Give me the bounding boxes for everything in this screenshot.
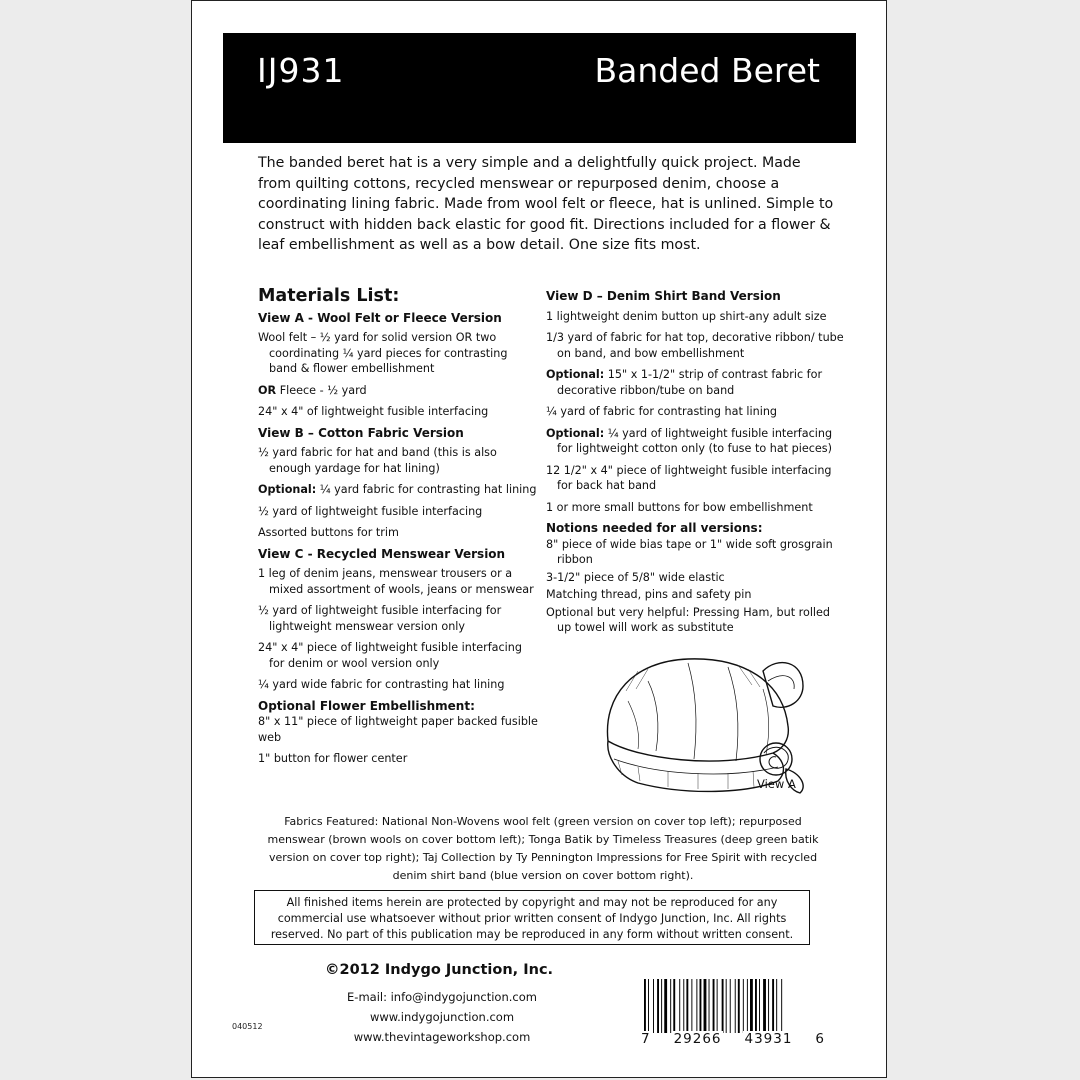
- copyright-notice-box: All finished items herein are protected by copyright and may not be reproduced for any commercial use whatsoever without prior written consent of Indygo Junction, Inc. All rights reserved. No part of this publication may be reproduced in any form without written consent.: [254, 890, 810, 945]
- list-item: Optional: ¼ yard fabric for contrasting hat lining: [258, 483, 537, 496]
- list-item: 1 or more small buttons for bow embellishment: [546, 500, 813, 514]
- email-text: E-mail: info@indygojunction.com: [347, 990, 537, 1004]
- pattern-title: Banded Beret: [594, 51, 820, 90]
- list-item: ½ yard fabric for hat and band (this is also enough yardage for hat lining): [258, 446, 497, 475]
- description: The banded beret hat is a very simple and a delightfully quick project. Made from quilting cottons, recycled menswear or repurposed denim, choose a coordinating lining fabric. Made from wool felt or fleece, hat is unlined. Simple to construct with hidden back elastic for good fit. Directions included for a flower & leaf embellishment as well as a bow detail. One size fits most.: [258, 155, 834, 253]
- copyright-line: ©2012 Indygo Junction, Inc.: [325, 962, 554, 978]
- list-item: 24" x 4" of lightweight fusible interfacing: [258, 405, 489, 418]
- view-b-heading: View B – Cotton Fabric Version: [258, 425, 464, 440]
- list-item: Matching thread, pins and safety pin: [546, 588, 752, 601]
- list-item: Optional: ¼ yard of lightweight fusible interfacing for lightweight cotton only (to fuse to hat pieces): [546, 426, 833, 455]
- fabrics-featured: Fabrics Featured: National Non-Wovens wool felt (green version on cover top left); repurposed menswear (brown wools on cover bottom left); Tonga Batik by Timeless Treasures (deep green batik version on cover top right); Taj Collection by Ty Pennington Impressions for Free Spirit with recycled denim shirt band (blue version on cover bottom right).: [267, 815, 819, 882]
- list-item: 1" button for flower center: [258, 752, 408, 765]
- list-item: 1 leg of denim jeans, menswear trousers or a mixed assortment of wools, jeans or menswear: [258, 567, 534, 596]
- view-d-heading: View D – Denim Shirt Band Version: [546, 289, 781, 303]
- materials-right-column: [546, 289, 846, 638]
- list-item: ½ yard of lightweight fusible interfacing for lightweight menswear version only: [258, 604, 502, 633]
- list-item: ½ yard of lightweight fusible interfacing: [258, 504, 483, 518]
- list-item: 8" piece of wide bias tape or 1" wide soft grosgrain ribbon: [546, 537, 833, 566]
- list-item: Optional but very helpful: Pressing Ham, but rolled up towel will work as substitute: [546, 605, 831, 634]
- illustration-label: View A: [757, 777, 796, 791]
- list-item: 3-1/2" piece of 5/8" wide elastic: [546, 570, 725, 584]
- title-banner: [223, 33, 856, 143]
- flower-heading: Optional Flower Embellishment:: [258, 698, 475, 713]
- list-item: Assorted buttons for trim: [258, 526, 399, 539]
- print-code: 040512: [232, 1022, 263, 1031]
- list-item: ¼ yard wide fabric for contrasting hat lining: [258, 678, 505, 691]
- pattern-code: IJ931: [257, 51, 345, 90]
- pattern-back-cover: [191, 0, 887, 1078]
- list-item: 1/3 yard of fabric for hat top, decorative ribbon/ tube on band, and bow embellishment: [546, 331, 844, 360]
- list-item: 8" x 11" piece of lightweight paper backed fusible web: [258, 715, 538, 744]
- contact-block: [332, 987, 552, 1047]
- website-text: www.thevintageworkshop.com: [353, 1030, 531, 1044]
- list-item: ¼ yard of fabric for contrasting hat lining: [546, 405, 778, 418]
- list-item: 24" x 4" piece of lightweight fusible interfacing for denim or wool version only: [258, 641, 522, 670]
- website-text: www.indygojunction.com: [369, 1010, 515, 1024]
- list-item: 12 1/2" x 4" piece of lightweight fusible interfacing for back hat band: [546, 463, 832, 492]
- list-item: OR Fleece - ½ yard: [258, 383, 367, 397]
- list-item: Optional: 15" x 1-1/2" strip of contrast fabric for decorative ribbon/tube on band: [546, 368, 823, 397]
- list-item: 1 lightweight denim button up shirt-any adult size: [546, 309, 827, 323]
- view-a-heading: View A - Wool Felt or Fleece Version: [258, 310, 502, 325]
- view-c-heading: View C - Recycled Menswear Version: [258, 546, 506, 561]
- materials-left-column: [258, 286, 538, 773]
- list-item: Wool felt – ½ yard for solid version OR two coordinating ¼ yard pieces for contrasting band & flower embellishment: [258, 331, 508, 375]
- materials-heading: Materials List:: [258, 286, 400, 306]
- barcode-digits: 7 29266 43931 6: [641, 1031, 825, 1047]
- notions-heading: Notions needed for all versions:: [546, 521, 763, 535]
